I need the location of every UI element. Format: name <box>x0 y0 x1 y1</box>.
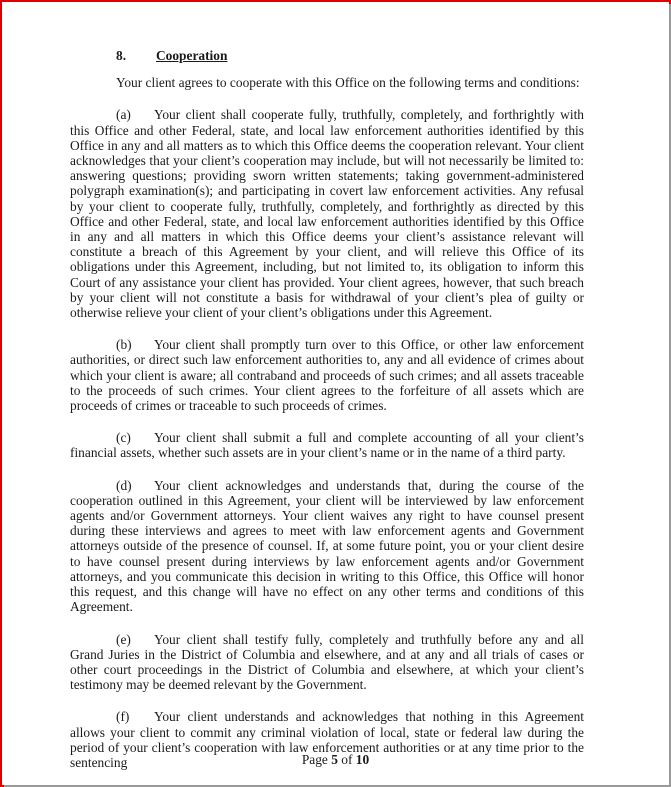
paragraph-c <box>70 430 584 460</box>
page-label: Page <box>301 752 328 767</box>
section-title: Cooperation <box>156 48 228 63</box>
paragraph-a <box>70 107 584 320</box>
section-number: 8. <box>116 48 127 63</box>
paragraph-text: Your client acknowledges and understands that, during the course of the cooperation outlined in this Agreement, your client will be interviewed by law enforcement agents and/or Government attorneys. Your client waives any right to have counsel present during these interviews and agrees to meet with law enforcement agents and Government attorneys outside of the presence of counsel. If, at some future point, you or your client desire to have counsel present during interviews by law enforcement agents and/or Government attorneys, and you communicate this decision in writing to this Office, this Office will honor this request, and this change will have no effect on any other terms and conditions of this Agreement. <box>70 477 584 615</box>
paragraph-e <box>70 632 584 693</box>
section-heading <box>116 48 584 63</box>
page-of-label: of <box>341 752 353 767</box>
paragraph-b <box>70 337 584 413</box>
section-intro: Your client agrees to cooperate with this Office on the following terms and conditions: <box>116 75 580 91</box>
paragraph-label: (d) <box>116 477 132 493</box>
paragraph-label: (c) <box>116 430 131 446</box>
paragraph-label: (f) <box>116 709 130 725</box>
paragraph-text: Your client shall testify fully, completely and truthfully before any and all Grand Juries in the District of Columbia and elsewhere, and at any and all trials of cases or other court proceedings in the District of Columbia and elsewhere, at which your client’s testimony may be deemed relevant by the Government. <box>70 631 584 693</box>
paragraph-text: Your client shall promptly turn over to this Office, or other law enforcement authorities, or direct such law enforcement authorities to, any and all evidence of crimes about which your client is aware; all contraband and proceeds of such crimes; and all assets traceable to the proceeds of such crimes. Your client agrees to the forfeiture of all assets which are proceeds of crimes or traceable to such proceeds of crimes. <box>70 337 584 414</box>
paragraph-text: Your client shall cooperate fully, truthfully, completely, and forthrightly with this Office and other Federal, state, and local law enforcement authorities identified by this Office in any and all matters as to which this Office deems the cooperation relevant. Your client acknowledges that your client’s cooperation may include, but will not necessarily be limited to: answering questions; providing sworn written statements; taking government-administered polygraph examination(s); and participating in covert law enforcement activities. Any refusal by your client to cooperate fully, truthfully, completely, and forthrightly as directed by this Office and other Federal, state, and local law enforcement authorities identified by this Office in any and all matters in which this Office deems your client’s assistance relevant will constitute a breach of this Agreement by your client, and will relieve this Office of its obligations under this Agreement, including, but not limited to, its obligation to inform this Court of any assistance your client has provided. Your client agrees, however, that such breach by your client will not constitute a basis for withdrawal of your client’s plea of guilty or otherwise relieve your client of your client’s obligations under this Agreement. <box>70 107 584 321</box>
paragraph-d <box>70 478 584 615</box>
document-body <box>70 48 584 787</box>
paragraph-label: (a) <box>116 107 131 123</box>
paragraph-text: Your client understands and acknowledges that nothing in this Agreement allows your client to commit any criminal violation of local, state or federal law during the period of your client’s cooperation with law enforcement authorities or at any time prior to the sentencing <box>70 709 584 770</box>
page-footer <box>0 752 671 768</box>
paragraph-text: Your client shall submit a full and complete accounting of all your client’s financial assets, whether such assets are in your client’s name or in the name of a third party. <box>70 430 584 461</box>
page-number: 5 <box>331 752 338 767</box>
page-total: 10 <box>355 752 370 767</box>
paragraph-label: (b) <box>116 337 132 353</box>
paragraph-label: (e) <box>116 631 131 647</box>
